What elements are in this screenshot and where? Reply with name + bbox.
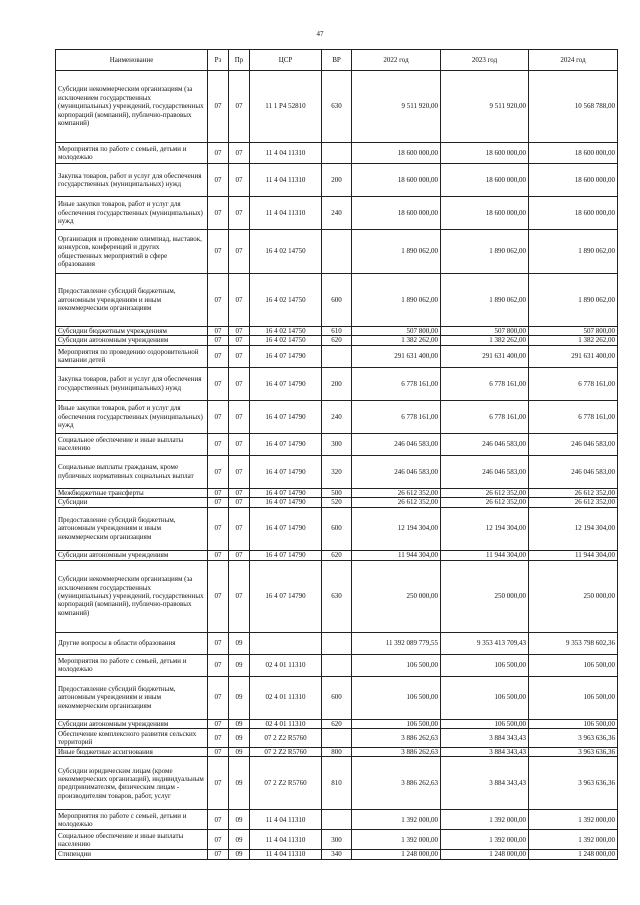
table-row xyxy=(56,654,618,676)
cell-csr: 16 4 07 14790 xyxy=(250,507,322,550)
cell-csr: 11 4 04 11310 xyxy=(250,810,322,830)
cell-csr: 07 2 Z2 R5760 xyxy=(250,729,322,748)
cell-pr: 07 xyxy=(229,164,250,197)
cell-vr: 240 xyxy=(322,400,352,433)
header-2022: 2022 год xyxy=(352,50,441,71)
cell-2022: 11 944 304,00 xyxy=(352,550,441,560)
cell-rz: 07 xyxy=(208,810,229,830)
cell-name: Стипендии xyxy=(56,850,208,859)
cell-name: Субсидии некоммерческим организациям (за исключением государственных (муниципальных) учреждений, государственных корпораций (компаний), публично-правовых компаний) xyxy=(56,560,208,632)
cell-2024: 3 963 636,36 xyxy=(529,757,618,810)
header-vr: ВР xyxy=(322,50,352,71)
table-row xyxy=(56,143,618,164)
cell-2022: 507 800,00 xyxy=(352,327,441,336)
cell-rz: 07 xyxy=(208,345,229,367)
table-row xyxy=(56,230,618,274)
table-row xyxy=(56,274,618,327)
cell-rz: 07 xyxy=(208,498,229,507)
cell-2023: 18 600 000,00 xyxy=(441,164,529,197)
cell-pr: 09 xyxy=(229,632,250,654)
cell-csr: 16 4 07 14790 xyxy=(250,560,322,632)
cell-csr: 16 4 07 14790 xyxy=(250,345,322,367)
cell-vr: 600 xyxy=(322,507,352,550)
cell-2023: 6 778 161,00 xyxy=(441,400,529,433)
cell-pr: 09 xyxy=(229,850,250,859)
cell-csr: 16 4 02 14750 xyxy=(250,327,322,336)
cell-2023: 250 000,00 xyxy=(441,560,529,632)
cell-name: Межбюджетные трансферты xyxy=(56,488,208,497)
cell-vr: 340 xyxy=(322,850,352,859)
table-row xyxy=(56,71,618,143)
cell-rz: 07 xyxy=(208,632,229,654)
cell-csr: 02 4 01 11310 xyxy=(250,654,322,676)
cell-2024: 9 353 798 602,36 xyxy=(529,632,618,654)
cell-csr: 07 2 Z2 R5760 xyxy=(250,748,322,757)
cell-2024: 106 500,00 xyxy=(529,676,618,719)
cell-rz: 07 xyxy=(208,560,229,632)
cell-csr: 16 4 02 14750 xyxy=(250,230,322,274)
cell-2024: 246 046 583,00 xyxy=(529,433,618,455)
cell-csr: 11 4 04 11310 xyxy=(250,850,322,859)
table-row xyxy=(56,748,618,757)
cell-pr: 07 xyxy=(229,336,250,345)
cell-pr: 07 xyxy=(229,274,250,327)
table-row xyxy=(56,455,618,488)
cell-csr: 02 4 01 11310 xyxy=(250,719,322,728)
cell-2022: 6 778 161,00 xyxy=(352,367,441,400)
cell-pr: 07 xyxy=(229,143,250,164)
cell-rz: 07 xyxy=(208,507,229,550)
cell-2024: 26 612 352,00 xyxy=(529,488,618,497)
cell-vr xyxy=(322,143,352,164)
cell-vr: 630 xyxy=(322,560,352,632)
cell-rz: 07 xyxy=(208,143,229,164)
cell-csr: 07 2 Z2 R5760 xyxy=(250,757,322,810)
cell-name: Субсидии юридическим лицам (кроме некоммерческих организаций), индивидуальным предпринимателям, физическим лицам - производителям товаров, работ, услуг xyxy=(56,757,208,810)
table-row xyxy=(56,830,618,850)
cell-rz: 07 xyxy=(208,850,229,859)
cell-vr: 320 xyxy=(322,455,352,488)
cell-2022: 246 046 583,00 xyxy=(352,433,441,455)
header-name: Наименование xyxy=(56,50,208,71)
cell-2024: 1 382 262,00 xyxy=(529,336,618,345)
cell-vr: 200 xyxy=(322,367,352,400)
cell-vr: 800 xyxy=(322,748,352,757)
cell-name: Организация и проведение олимпиад, выставок, конкурсов, конференций и других общественных мероприятий в сфере образования xyxy=(56,230,208,274)
cell-name: Социальное обеспечение и иные выплаты населению xyxy=(56,433,208,455)
cell-2023: 6 778 161,00 xyxy=(441,367,529,400)
cell-name: Мероприятия по работе с семьей, детьми и молодежью xyxy=(56,810,208,830)
cell-2022: 1 392 000,00 xyxy=(352,830,441,850)
table-row xyxy=(56,498,618,507)
cell-vr xyxy=(322,654,352,676)
table-row xyxy=(56,345,618,367)
header-csr: ЦСР xyxy=(250,50,322,71)
cell-csr: 16 4 07 14790 xyxy=(250,400,322,433)
cell-vr: 630 xyxy=(322,71,352,143)
cell-2024: 1 248 000,00 xyxy=(529,850,618,859)
cell-2023: 18 600 000,00 xyxy=(441,197,529,230)
cell-vr xyxy=(322,230,352,274)
cell-vr xyxy=(322,345,352,367)
cell-pr: 09 xyxy=(229,719,250,728)
cell-2022: 1 890 062,00 xyxy=(352,230,441,274)
cell-2024: 11 944 304,00 xyxy=(529,550,618,560)
cell-2023: 1 890 062,00 xyxy=(441,274,529,327)
cell-2024: 1 392 000,00 xyxy=(529,810,618,830)
cell-pr: 07 xyxy=(229,367,250,400)
cell-csr: 16 4 07 14790 xyxy=(250,498,322,507)
cell-vr: 620 xyxy=(322,719,352,728)
cell-2022: 18 600 000,00 xyxy=(352,197,441,230)
cell-name: Предоставление субсидий бюджетным, автономным учреждениям и иным некоммерческим организациям xyxy=(56,274,208,327)
cell-pr: 09 xyxy=(229,748,250,757)
table-row xyxy=(56,550,618,560)
cell-rz: 07 xyxy=(208,676,229,719)
cell-2023: 9 511 920,00 xyxy=(441,71,529,143)
cell-rz: 07 xyxy=(208,748,229,757)
cell-name: Иные закупки товаров, работ и услуг для обеспечения государственных (муниципальных) нужд xyxy=(56,400,208,433)
cell-csr: 11 4 04 11310 xyxy=(250,197,322,230)
cell-csr: 11 4 04 11310 xyxy=(250,143,322,164)
cell-2022: 3 886 262,63 xyxy=(352,757,441,810)
cell-rz: 07 xyxy=(208,197,229,230)
table-row xyxy=(56,433,618,455)
cell-2024: 246 046 583,00 xyxy=(529,455,618,488)
cell-csr: 16 4 07 14790 xyxy=(250,433,322,455)
cell-vr: 620 xyxy=(322,550,352,560)
cell-2022: 3 886 262,63 xyxy=(352,729,441,748)
cell-2022: 12 194 304,00 xyxy=(352,507,441,550)
cell-2022: 1 248 000,00 xyxy=(352,850,441,859)
budget-table xyxy=(55,49,618,860)
cell-name: Субсидии автономным учреждениям xyxy=(56,719,208,728)
cell-rz: 07 xyxy=(208,274,229,327)
table-row xyxy=(56,729,618,748)
cell-name: Субсидии бюджетным учреждениям xyxy=(56,327,208,336)
cell-2022: 1 382 262,00 xyxy=(352,336,441,345)
table-row xyxy=(56,400,618,433)
cell-pr: 09 xyxy=(229,757,250,810)
header-2024: 2024 год xyxy=(529,50,618,71)
cell-2023: 1 382 262,00 xyxy=(441,336,529,345)
cell-name: Предоставление субсидий бюджетным, автономным учреждениям и иным некоммерческим организациям xyxy=(56,676,208,719)
table-row xyxy=(56,810,618,830)
cell-pr: 07 xyxy=(229,433,250,455)
cell-2024: 18 600 000,00 xyxy=(529,197,618,230)
cell-pr: 07 xyxy=(229,560,250,632)
cell-vr: 600 xyxy=(322,676,352,719)
cell-2023: 26 612 352,00 xyxy=(441,488,529,497)
table-row xyxy=(56,336,618,345)
cell-2023: 106 500,00 xyxy=(441,719,529,728)
cell-2022: 246 046 583,00 xyxy=(352,455,441,488)
cell-csr: 16 4 02 14750 xyxy=(250,274,322,327)
cell-2024: 106 500,00 xyxy=(529,719,618,728)
cell-2023: 11 944 304,00 xyxy=(441,550,529,560)
cell-csr: 16 4 07 14790 xyxy=(250,455,322,488)
cell-2022: 26 612 352,00 xyxy=(352,498,441,507)
cell-csr: 16 4 07 14790 xyxy=(250,488,322,497)
cell-pr: 07 xyxy=(229,345,250,367)
cell-name: Предоставление субсидий бюджетным, автономным учреждениям и иным некоммерческим организациям xyxy=(56,507,208,550)
table-row xyxy=(56,164,618,197)
cell-vr: 500 xyxy=(322,488,352,497)
cell-pr: 09 xyxy=(229,676,250,719)
cell-rz: 07 xyxy=(208,455,229,488)
cell-2023: 1 890 062,00 xyxy=(441,230,529,274)
cell-2023: 1 392 000,00 xyxy=(441,830,529,850)
cell-2023: 12 194 304,00 xyxy=(441,507,529,550)
table-row xyxy=(56,488,618,497)
cell-2024: 6 778 161,00 xyxy=(529,367,618,400)
table-row xyxy=(56,719,618,728)
cell-csr: 16 4 07 14790 xyxy=(250,550,322,560)
cell-csr: 16 4 02 14750 xyxy=(250,336,322,345)
cell-2024: 12 194 304,00 xyxy=(529,507,618,550)
cell-2023: 3 884 343,43 xyxy=(441,748,529,757)
cell-name: Субсидии автономным учреждениям xyxy=(56,336,208,345)
cell-pr: 07 xyxy=(229,488,250,497)
cell-vr xyxy=(322,729,352,748)
cell-name: Мероприятия по проведению оздоровительной кампании детей xyxy=(56,345,208,367)
cell-rz: 07 xyxy=(208,400,229,433)
cell-rz: 07 xyxy=(208,719,229,728)
cell-pr: 07 xyxy=(229,400,250,433)
cell-vr: 240 xyxy=(322,197,352,230)
table-row xyxy=(56,327,618,336)
cell-2022: 6 778 161,00 xyxy=(352,400,441,433)
table-body xyxy=(56,71,618,860)
cell-pr: 07 xyxy=(229,71,250,143)
header-rz: Рз xyxy=(208,50,229,71)
cell-vr: 300 xyxy=(322,830,352,850)
cell-pr: 09 xyxy=(229,729,250,748)
cell-name: Иные бюджетные ассигнования xyxy=(56,748,208,757)
cell-2022: 106 500,00 xyxy=(352,719,441,728)
cell-2023: 106 500,00 xyxy=(441,654,529,676)
cell-rz: 07 xyxy=(208,71,229,143)
cell-2024: 507 800,00 xyxy=(529,327,618,336)
cell-name: Субсидии некоммерческим организациям (за исключением государственных (муниципальных) учреждений, государственных корпораций (компаний), публично-правовых компаний) xyxy=(56,71,208,143)
cell-name: Социальные выплаты гражданам, кроме публичных нормативных социальных выплат xyxy=(56,455,208,488)
cell-2024: 18 600 000,00 xyxy=(529,164,618,197)
cell-csr: 11 1 P4 52810 xyxy=(250,71,322,143)
cell-2022: 18 600 000,00 xyxy=(352,164,441,197)
table-row xyxy=(56,560,618,632)
cell-rz: 07 xyxy=(208,433,229,455)
cell-2024: 106 500,00 xyxy=(529,654,618,676)
table-row xyxy=(56,632,618,654)
cell-name: Субсидии автономным учреждениям xyxy=(56,550,208,560)
cell-rz: 07 xyxy=(208,757,229,810)
cell-2023: 3 884 343,43 xyxy=(441,729,529,748)
cell-2022: 11 392 089 779,55 xyxy=(352,632,441,654)
cell-pr: 09 xyxy=(229,654,250,676)
cell-pr: 09 xyxy=(229,810,250,830)
cell-vr: 300 xyxy=(322,433,352,455)
cell-2022: 1 392 000,00 xyxy=(352,810,441,830)
cell-2024: 1 392 000,00 xyxy=(529,830,618,850)
cell-csr: 11 4 04 11310 xyxy=(250,830,322,850)
cell-pr: 07 xyxy=(229,327,250,336)
cell-2023: 1 392 000,00 xyxy=(441,810,529,830)
cell-2022: 106 500,00 xyxy=(352,654,441,676)
table-row xyxy=(56,197,618,230)
cell-name: Закупка товаров, работ и услуг для обеспечения государственных (муниципальных) нужд xyxy=(56,367,208,400)
table-row xyxy=(56,507,618,550)
cell-2023: 26 612 352,00 xyxy=(441,498,529,507)
cell-name: Субсидии xyxy=(56,498,208,507)
cell-2023: 291 631 400,00 xyxy=(441,345,529,367)
cell-rz: 07 xyxy=(208,336,229,345)
table-row xyxy=(56,367,618,400)
cell-rz: 07 xyxy=(208,230,229,274)
cell-2023: 246 046 583,00 xyxy=(441,455,529,488)
table-row xyxy=(56,676,618,719)
cell-2024: 10 568 788,00 xyxy=(529,71,618,143)
cell-2023: 246 046 583,00 xyxy=(441,433,529,455)
cell-2022: 291 631 400,00 xyxy=(352,345,441,367)
cell-rz: 07 xyxy=(208,550,229,560)
cell-vr xyxy=(322,810,352,830)
cell-2023: 3 884 343,43 xyxy=(441,757,529,810)
cell-2023: 18 600 000,00 xyxy=(441,143,529,164)
cell-2022: 3 886 262,63 xyxy=(352,748,441,757)
cell-rz: 07 xyxy=(208,729,229,748)
cell-2024: 18 600 000,00 xyxy=(529,143,618,164)
page-number: 47 xyxy=(316,30,324,38)
cell-2023: 9 353 413 709,43 xyxy=(441,632,529,654)
cell-2024: 291 631 400,00 xyxy=(529,345,618,367)
cell-pr: 07 xyxy=(229,498,250,507)
cell-name: Закупка товаров, работ и услуг для обеспечения государственных (муниципальных) нужд xyxy=(56,164,208,197)
cell-2022: 106 500,00 xyxy=(352,676,441,719)
cell-pr: 07 xyxy=(229,455,250,488)
cell-vr: 520 xyxy=(322,498,352,507)
cell-2023: 1 248 000,00 xyxy=(441,850,529,859)
cell-2023: 106 500,00 xyxy=(441,676,529,719)
cell-rz: 07 xyxy=(208,367,229,400)
cell-2024: 26 612 352,00 xyxy=(529,498,618,507)
cell-2022: 9 511 920,00 xyxy=(352,71,441,143)
cell-vr: 610 xyxy=(322,327,352,336)
cell-2024: 6 778 161,00 xyxy=(529,400,618,433)
cell-rz: 07 xyxy=(208,164,229,197)
cell-2023: 507 800,00 xyxy=(441,327,529,336)
cell-2022: 250 000,00 xyxy=(352,560,441,632)
header-row xyxy=(56,50,618,71)
cell-name: Иные закупки товаров, работ и услуг для обеспечения государственных (муниципальных) нужд xyxy=(56,197,208,230)
cell-pr: 07 xyxy=(229,550,250,560)
header-pr: Пр xyxy=(229,50,250,71)
cell-vr: 600 xyxy=(322,274,352,327)
cell-2022: 26 612 352,00 xyxy=(352,488,441,497)
cell-name: Социальное обеспечение и иные выплаты населению xyxy=(56,830,208,850)
cell-vr: 810 xyxy=(322,757,352,810)
cell-csr xyxy=(250,632,322,654)
cell-csr: 02 4 01 11310 xyxy=(250,676,322,719)
cell-name: Мероприятия по работе с семьей, детьми и молодежью xyxy=(56,143,208,164)
cell-2024: 250 000,00 xyxy=(529,560,618,632)
table-row xyxy=(56,850,618,859)
cell-2022: 1 890 062,00 xyxy=(352,274,441,327)
cell-pr: 07 xyxy=(229,230,250,274)
cell-pr: 09 xyxy=(229,830,250,850)
cell-pr: 07 xyxy=(229,197,250,230)
header-2023: 2023 год xyxy=(441,50,529,71)
cell-rz: 07 xyxy=(208,830,229,850)
cell-2024: 3 963 636,36 xyxy=(529,729,618,748)
cell-name: Мероприятия по работе с семьей, детьми и молодежью xyxy=(56,654,208,676)
cell-vr xyxy=(322,632,352,654)
cell-2024: 1 890 062,00 xyxy=(529,230,618,274)
cell-rz: 07 xyxy=(208,654,229,676)
cell-name: Другие вопросы в области образования xyxy=(56,632,208,654)
cell-2022: 18 600 000,00 xyxy=(352,143,441,164)
cell-csr: 11 4 04 11310 xyxy=(250,164,322,197)
cell-2024: 1 890 062,00 xyxy=(529,274,618,327)
cell-pr: 07 xyxy=(229,507,250,550)
cell-vr: 620 xyxy=(322,336,352,345)
cell-rz: 07 xyxy=(208,488,229,497)
cell-vr: 200 xyxy=(322,164,352,197)
cell-2024: 3 963 636,36 xyxy=(529,748,618,757)
cell-rz: 07 xyxy=(208,327,229,336)
cell-csr: 16 4 07 14790 xyxy=(250,367,322,400)
cell-name: Обеспечение комплексного развития сельских территорий xyxy=(56,729,208,748)
table-row xyxy=(56,757,618,810)
